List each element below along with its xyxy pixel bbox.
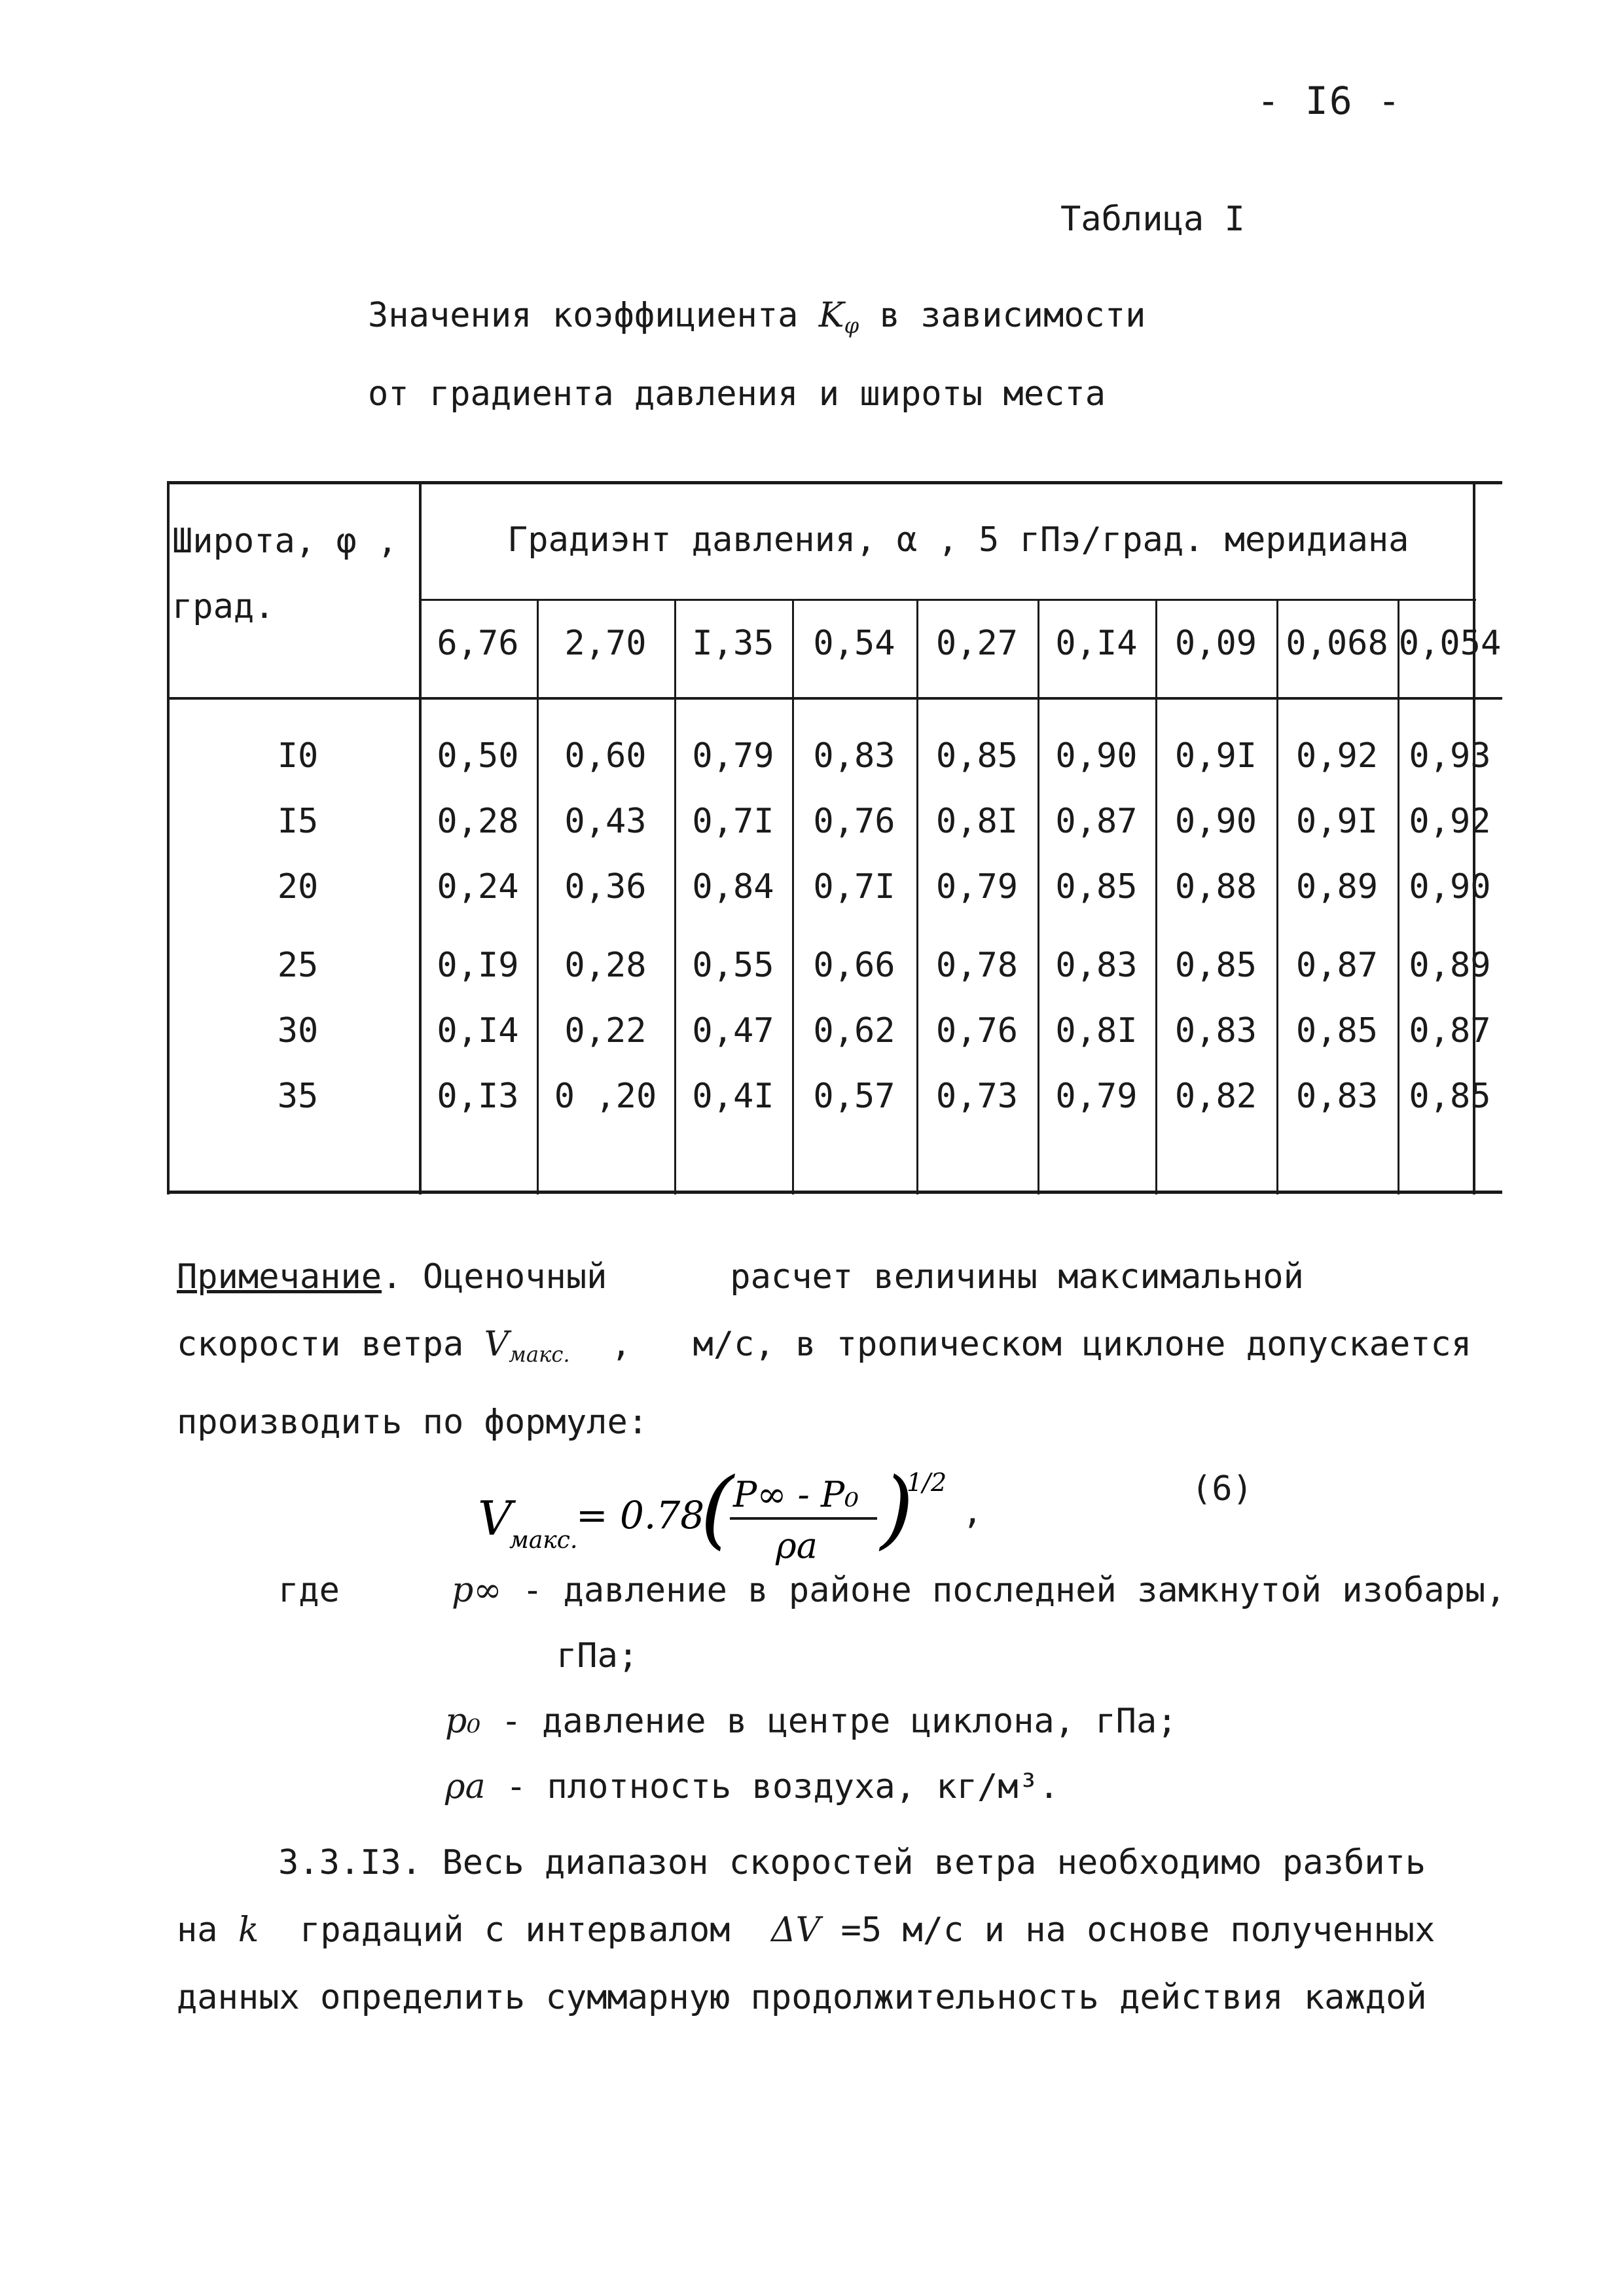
column-header: 0,I4 <box>1055 624 1138 663</box>
table-cell: 0,4I <box>692 1077 774 1116</box>
formula-6 <box>478 1459 947 1571</box>
table-cell: 0,87 <box>1295 946 1379 985</box>
table-cell: 0 ,20 <box>554 1077 657 1116</box>
table-cell: 0,57 <box>813 1077 895 1116</box>
legend-item-2 <box>445 1702 1178 1741</box>
formula-open-paren: ( <box>700 1459 734 1558</box>
note-line-2 <box>177 1311 1486 1389</box>
column-header: 0,09 <box>1174 624 1257 663</box>
table-cell: 0,9I <box>1174 736 1257 776</box>
table-cell: 0,85 <box>935 736 1019 776</box>
legend-symbol: p∞ <box>452 1571 502 1610</box>
formula-comma: , <box>962 1492 983 1532</box>
table-cell: 0,85 <box>1055 867 1138 906</box>
table-title-text-before: Значения коэффициента <box>368 296 819 335</box>
table-cell: 0,55 <box>692 946 774 985</box>
table-cell: 0,79 <box>692 736 774 776</box>
table-caption: Таблица I <box>1060 200 1245 239</box>
table-cell: 0,8I <box>1055 1011 1138 1050</box>
table-cell: 0,83 <box>1295 1077 1379 1116</box>
table-cell: 0,22 <box>564 1011 647 1050</box>
formula-number: (6) <box>1191 1469 1253 1509</box>
body-line-2-mid: градаций с интервалом <box>259 1910 772 1950</box>
legend-item-1 <box>556 1636 638 1676</box>
table-cell: 0,79 <box>935 867 1019 906</box>
note-line-1 <box>177 1244 1486 1311</box>
note-line-3: производить по формуле: <box>177 1402 649 1442</box>
table-cell: 0,9I <box>1295 802 1379 841</box>
formula-exponent: 1/2 <box>907 1468 947 1497</box>
delta-v-symbol: ΔV <box>771 1910 821 1950</box>
body-line-3: данных определить суммарную продолжительность действия каждой <box>177 1978 1427 2017</box>
gradient-subheader-rule <box>419 599 1476 601</box>
body-line-2-after: =5 м/с и на основе полученных <box>820 1910 1435 1950</box>
column-header: I,35 <box>692 624 774 663</box>
column-rule <box>537 599 539 1194</box>
latitude-cell: 30 <box>277 1011 319 1050</box>
table-cell: 0,85 <box>1295 1011 1379 1050</box>
table-cell: 0,89 <box>1409 946 1491 985</box>
legend-item-0 <box>452 1571 1506 1610</box>
table-cell: 0,43 <box>564 802 647 841</box>
table-cell: 0,92 <box>1409 802 1491 841</box>
table-cell: 0,87 <box>1055 802 1138 841</box>
legend-text: - давление в районе последней замкнутой изобары, <box>522 1571 1506 1610</box>
table-cell: 0,83 <box>1055 946 1138 985</box>
header-bottom-rule <box>167 697 1502 700</box>
body-line-1: 3.3.I3. Весь диапазон скоростей ветра необходимо разбить <box>278 1843 1426 1882</box>
latitude-header-line-2: град. <box>172 587 275 626</box>
table-cell: 0,8I <box>935 802 1019 841</box>
column-header: 6,76 <box>437 624 519 663</box>
latitude-cell: 25 <box>277 946 319 985</box>
table-title-line-2: от градиента давления и широты места <box>368 374 1106 414</box>
table-cell: 0,89 <box>1295 867 1379 906</box>
table-cell: 0,66 <box>813 946 895 985</box>
latitude-cell: 35 <box>277 1077 319 1116</box>
legend-text: гПа; <box>556 1636 639 1676</box>
note-line-2-before: скорости ветра <box>177 1325 484 1364</box>
table-cell: 0,60 <box>564 736 647 776</box>
column-header: 0,54 <box>813 624 895 663</box>
table-cell: 0,79 <box>1055 1077 1138 1116</box>
column-header: 0,054 <box>1398 624 1502 663</box>
legend-symbol: ρa <box>445 1767 486 1806</box>
table-cell: 0,85 <box>1409 1077 1491 1116</box>
latitude-cell: 20 <box>277 867 319 906</box>
note-label: Примечание <box>177 1257 382 1297</box>
table-cell: 0,7I <box>692 802 774 841</box>
column-header: 0,068 <box>1286 624 1388 663</box>
table-cell: 0,76 <box>813 802 895 841</box>
formula-close-paren: ) <box>880 1459 914 1558</box>
table-cell: 0,83 <box>1174 1011 1257 1050</box>
table-cell: 0,47 <box>692 1011 774 1050</box>
table-cell: 0,I9 <box>437 946 519 985</box>
formula-lhs-sub: макс. <box>509 1527 578 1554</box>
table-left-rule <box>167 481 170 1194</box>
table-title-text-after: в зависимости <box>859 296 1146 335</box>
table-cell: 0,92 <box>1295 736 1379 776</box>
table-cell: 0,87 <box>1409 1011 1491 1050</box>
formula-denominator: ρa <box>776 1525 818 1566</box>
latitude-header-line-1: Широта, φ , <box>172 522 398 561</box>
table-cell: 0,50 <box>437 736 519 776</box>
table-cell: 0,I3 <box>437 1077 519 1116</box>
table-cell: 0,28 <box>564 946 647 985</box>
table-cell: 0,90 <box>1174 802 1257 841</box>
body-line-2-before: на <box>177 1910 238 1950</box>
table-cell: 0,28 <box>437 802 519 841</box>
k-symbol: k <box>238 1910 259 1950</box>
legend-symbol: p₀ <box>445 1702 481 1741</box>
gradient-header: Градиэнт давления, α , 5 гПэ/град. меридиана <box>507 520 1409 560</box>
latitude-header <box>172 509 397 639</box>
section-3-3-13 <box>177 1829 1435 2032</box>
column-rule <box>792 599 794 1194</box>
legend-text: - плотность воздуха, кг/м³. <box>505 1767 1060 1806</box>
legend-text: - давление в центре циклона, гПа; <box>501 1702 1178 1741</box>
table-cell: 0,73 <box>935 1077 1019 1116</box>
page-number: - I6 - <box>1257 79 1402 123</box>
table-cell: 0,24 <box>437 867 519 906</box>
note-line-2-after: , м/с, в тропическом циклоне допускается <box>569 1325 1472 1364</box>
table-cell: 0,76 <box>935 1011 1019 1050</box>
v-max-symbol: $V_{макс.}$ <box>484 1325 570 1367</box>
table-cell: 0,7I <box>813 867 895 906</box>
table-cell: 0,78 <box>935 946 1019 985</box>
column-header: 2,70 <box>564 624 647 663</box>
latitude-cell: I0 <box>277 736 319 776</box>
table-top-rule <box>167 481 1502 484</box>
legend-where: где <box>278 1571 340 1610</box>
table-bottom-rule <box>167 1191 1502 1194</box>
formula-coefficient: = 0.78 <box>576 1493 705 1537</box>
note-paragraph <box>177 1244 1486 1456</box>
table-cell: 0,85 <box>1174 946 1257 985</box>
table-cell: 0,90 <box>1409 867 1491 906</box>
table-cell: 0,82 <box>1174 1077 1257 1116</box>
formula-numerator: P∞ - P₀ <box>733 1474 859 1515</box>
table-cell: 0,62 <box>813 1011 895 1050</box>
column-header: 0,27 <box>935 624 1019 663</box>
table-cell: 0,36 <box>564 867 647 906</box>
table-cell: 0,88 <box>1174 867 1257 906</box>
note-line-1-text: . Оценочный расчет величины максимальной <box>382 1257 1304 1297</box>
body-line-2 <box>177 1897 1435 1964</box>
k-phi-symbol: $K_\varphi$ <box>818 296 859 338</box>
coefficient-table <box>167 481 1502 1194</box>
formula-lhs: V <box>478 1491 512 1546</box>
latitude-cell: I5 <box>277 802 319 841</box>
table-cell: 0,83 <box>813 736 895 776</box>
table-title <box>368 281 1146 428</box>
formula-graphic <box>478 1459 947 1571</box>
table-cell: 0,I4 <box>437 1011 519 1050</box>
table-title-line-1 <box>368 281 1146 360</box>
table-cell: 0,90 <box>1055 736 1138 776</box>
table-cell: 0,93 <box>1409 736 1491 776</box>
legend-item-3 <box>445 1767 1059 1806</box>
table-cell: 0,84 <box>692 867 774 906</box>
